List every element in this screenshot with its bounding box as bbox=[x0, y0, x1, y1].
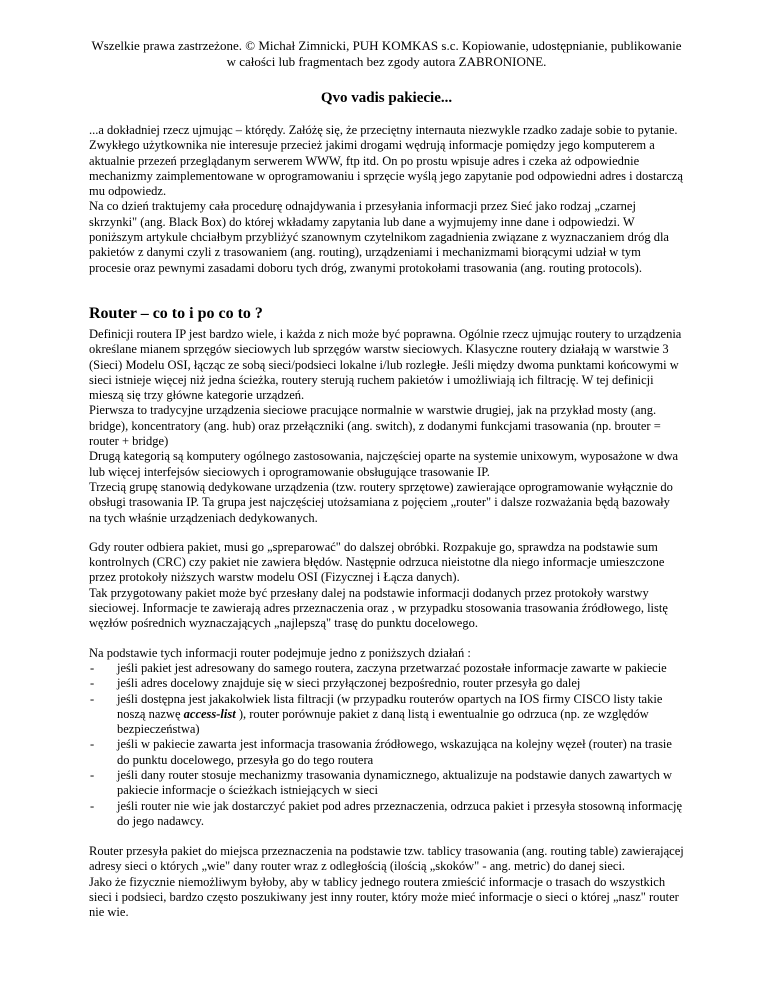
copyright-line-2: w całości lub fragmentach bez zgody autora ZABRONIONE. bbox=[226, 54, 547, 69]
actions-intro: Na podstawie tych informacji router podejmuje jedno z poniższych działań : bbox=[89, 645, 471, 660]
list-item-text-after: ), router porównuje pakiet z daną listą i ewentualnie go odrzuca (np. ze względów bezpieczeństwa) bbox=[117, 706, 649, 737]
list-item-text: jeśli w pakiecie zawarta jest informacja trasowania źródłowego, wskazująca na kolejny węzeł (router) na trasie do punktu docelowego, przesyła go do tego routera bbox=[117, 737, 672, 767]
bullet-dash: - bbox=[90, 676, 95, 691]
category-3-paragraph: Trzecią grupę stanowią dedykowane urządzenia (tzw. routery sprzętowe) zawierające oprogramowanie wyłącznie do obsługi trasowania IP. Ta grupa jest najczęściej utożsamiana z pojęciem „router" i dalsze rozważania będą bazowały na tych właśnie urządzeniach dedykowanych. bbox=[89, 479, 673, 525]
document-title: Qvo vadis pakiecie... bbox=[320, 90, 453, 106]
category-1-paragraph: Pierwsza to tradycyjne urządzenia sieciowe pracujące normalnie w warstwie drugiej, jak na przykład mosty (ang. bridge), koncentratory (ang. hub) oraz przełączniki (ang. switch), z dodanymi funkcjami trasowania (np. brouter = router + bridge) bbox=[89, 403, 661, 449]
packet-forward-paragraph: Tak przygotowany pakiet może być przesłany dalej na podstawie informacji dodanych przez protokoły warstwy sieciowej. Informacje te zawierają adres przeznaczenia oraz , w przypadku stosowania trasowania źródłowego, listę węzłów pośrednich wyznaczających „najlepszą" trasę do punktu docelowego. bbox=[89, 585, 668, 631]
routing-table-paragraph: Router przesyła pakiet do miejsca przeznaczenia na podstawie tzw. tablicy trasowania (ang. routing table) zawierającej adresy sieci o których „wie" dany router wraz z odległością (ilością „skoków" - ang. metric) do danej sieci. bbox=[89, 844, 684, 874]
list-item-text: jeśli pakiet jest adresowany do samego routera, zaczyna przetwarzać pozostałe informacje zawarte w pakiecie bbox=[117, 660, 667, 675]
copyright-notice bbox=[89, 38, 684, 70]
bullet-dash: - bbox=[90, 798, 95, 813]
intro-paragraph-1: ...a dokładniej rzecz ujmując – którędy. Załóżę się, że przeciętny internauta niezwykle rzadko zadaje sobie to pytanie. Zwykłego użytkownika nie interesuje przecież jakimi drogami wędrują informacje pomiędzy jego komputerem a aktualnie przezeń przeglądanym serwerem WWW, ftp itd. On po prostu wpisuje adres i czeka aż odpowiednie mechanizmy zaimplementowane w oprogramowaniu i sprzęcie wyślą jego zapytanie pod odpowiedni adres i dostarczą mu odpowiedz. bbox=[89, 123, 683, 199]
list-item bbox=[89, 676, 684, 691]
bullet-dash: - bbox=[90, 737, 95, 752]
list-item bbox=[89, 661, 684, 676]
list-item bbox=[89, 692, 684, 738]
routing-table-block bbox=[89, 844, 684, 920]
list-item bbox=[89, 768, 684, 799]
list-item-text-before: jeśli dostępna jest jakakolwiek lista filtracji (w przypadku routerów opartych na IOS firmy CISCO listy takie noszą nazwę bbox=[117, 691, 663, 721]
intro-paragraph-2: Na co dzień traktujemy cała procedurę odnajdywania i przesyłania informacji przez Sieć jako rodzaj „czarnej skrzynki" (ang. Black Box) do której wkładamy zapytania lub dane a wyjmujemy inne dane i odpowiedzi. W poniższym artykule chciałbym przybliżyć szanownym czytelnikom zagadnienia związane z wyznaczaniem dróg dla pakietów z danymi czyli z trasowaniem (ang. routing), urządzeniami i mechanizmami biorącymi udział w tym procesie oraz pewnymi zasadami doboru tych dróg, zwanymi protokołami trasowania (ang. routing protocols). bbox=[89, 199, 669, 275]
list-item bbox=[89, 737, 684, 768]
list-item-text: jeśli router nie wie jak dostarczyć pakiet pod adres przeznaczenia, odrzuca pakiet i przesyła stosowną informację do jego nadawcy. bbox=[117, 798, 683, 828]
copyright-line-1: Wszelkie prawa zastrzeżone. © Michał Zimnicki, PUH KOMKAS s.c. Kopiowanie, udostępnianie, publikowanie bbox=[91, 38, 682, 53]
bullet-dash: - bbox=[90, 691, 95, 706]
packet-processing-block bbox=[89, 540, 684, 632]
category-2-paragraph: Drugą kategorią są komputery ogólnego zastosowania, najczęściej oparte na systemie unixowym, wyposażone w dwa lub więcej interfejsów sieciowych i oprogramowanie obsługujące trasowanie IP. bbox=[89, 449, 679, 479]
packet-receive-paragraph: Gdy router odbiera pakiet, musi go „spreparować" do dalszej obróbki. Rozpakuje go, sprawdza na podstawie sum kontrolnych (CRC) czy pakiet nie zawiera błędów. Następnie odrzuca nieistotne dla niego informacje umieszczone przez protokoły niższych warstw modelu OSI (Fizycznej i Łącza danych). bbox=[89, 539, 665, 585]
router-definition-block bbox=[89, 327, 684, 526]
list-item bbox=[89, 799, 684, 830]
access-list-keyword: access-list bbox=[183, 706, 236, 721]
list-item-text: jeśli adres docelowy znajduje się w sieci przyłączonej bezpośrednio, router przesyła go dalej bbox=[117, 676, 581, 691]
router-actions-list bbox=[89, 661, 684, 829]
other-router-paragraph: Jako że fizycznie niemożliwym byłoby, aby w tablicy jednego routera zmieścić informacje o trasach do wszystkich sieci i podsieci, bardzo często poszukiwany jest inny router, który może mieć informacje o sieci o której „nasz" router nie wie. bbox=[89, 874, 679, 920]
list-item-text: jeśli dany router stosuje mechanizmy trasowania dynamicznego, aktualizuje na podstawie danych zawartych w pakiecie informacje o ścieżkach istniejących w sieci bbox=[117, 767, 673, 798]
section-heading-router: Router – co to i po co to ? bbox=[89, 304, 263, 322]
bullet-dash: - bbox=[90, 767, 95, 782]
definition-paragraph: Definicji routera IP jest bardzo wiele, i każda z nich może być poprawna. Ogólnie rzecz ujmując routery to urządzenia określane mianem sprzęgów sieciowych lub sprzęgów warstw sieciowych. Klasyczne routery działają w warstwie 3 (Sieci) Modelu OSI, łącząc ze sobą sieci/podsieci lokalne i/lub rozległe. Jeśli między dwoma punktami końcowymi w sieci istnieje więcej niż jedna ścieżka, routery sterują ruchem pakietów i umożliwiają ich filtrację. W tej definicji mieszą się trzy główne kategorie urządzeń. bbox=[89, 326, 682, 403]
bullet-dash: - bbox=[90, 660, 95, 675]
intro-block bbox=[89, 123, 684, 276]
